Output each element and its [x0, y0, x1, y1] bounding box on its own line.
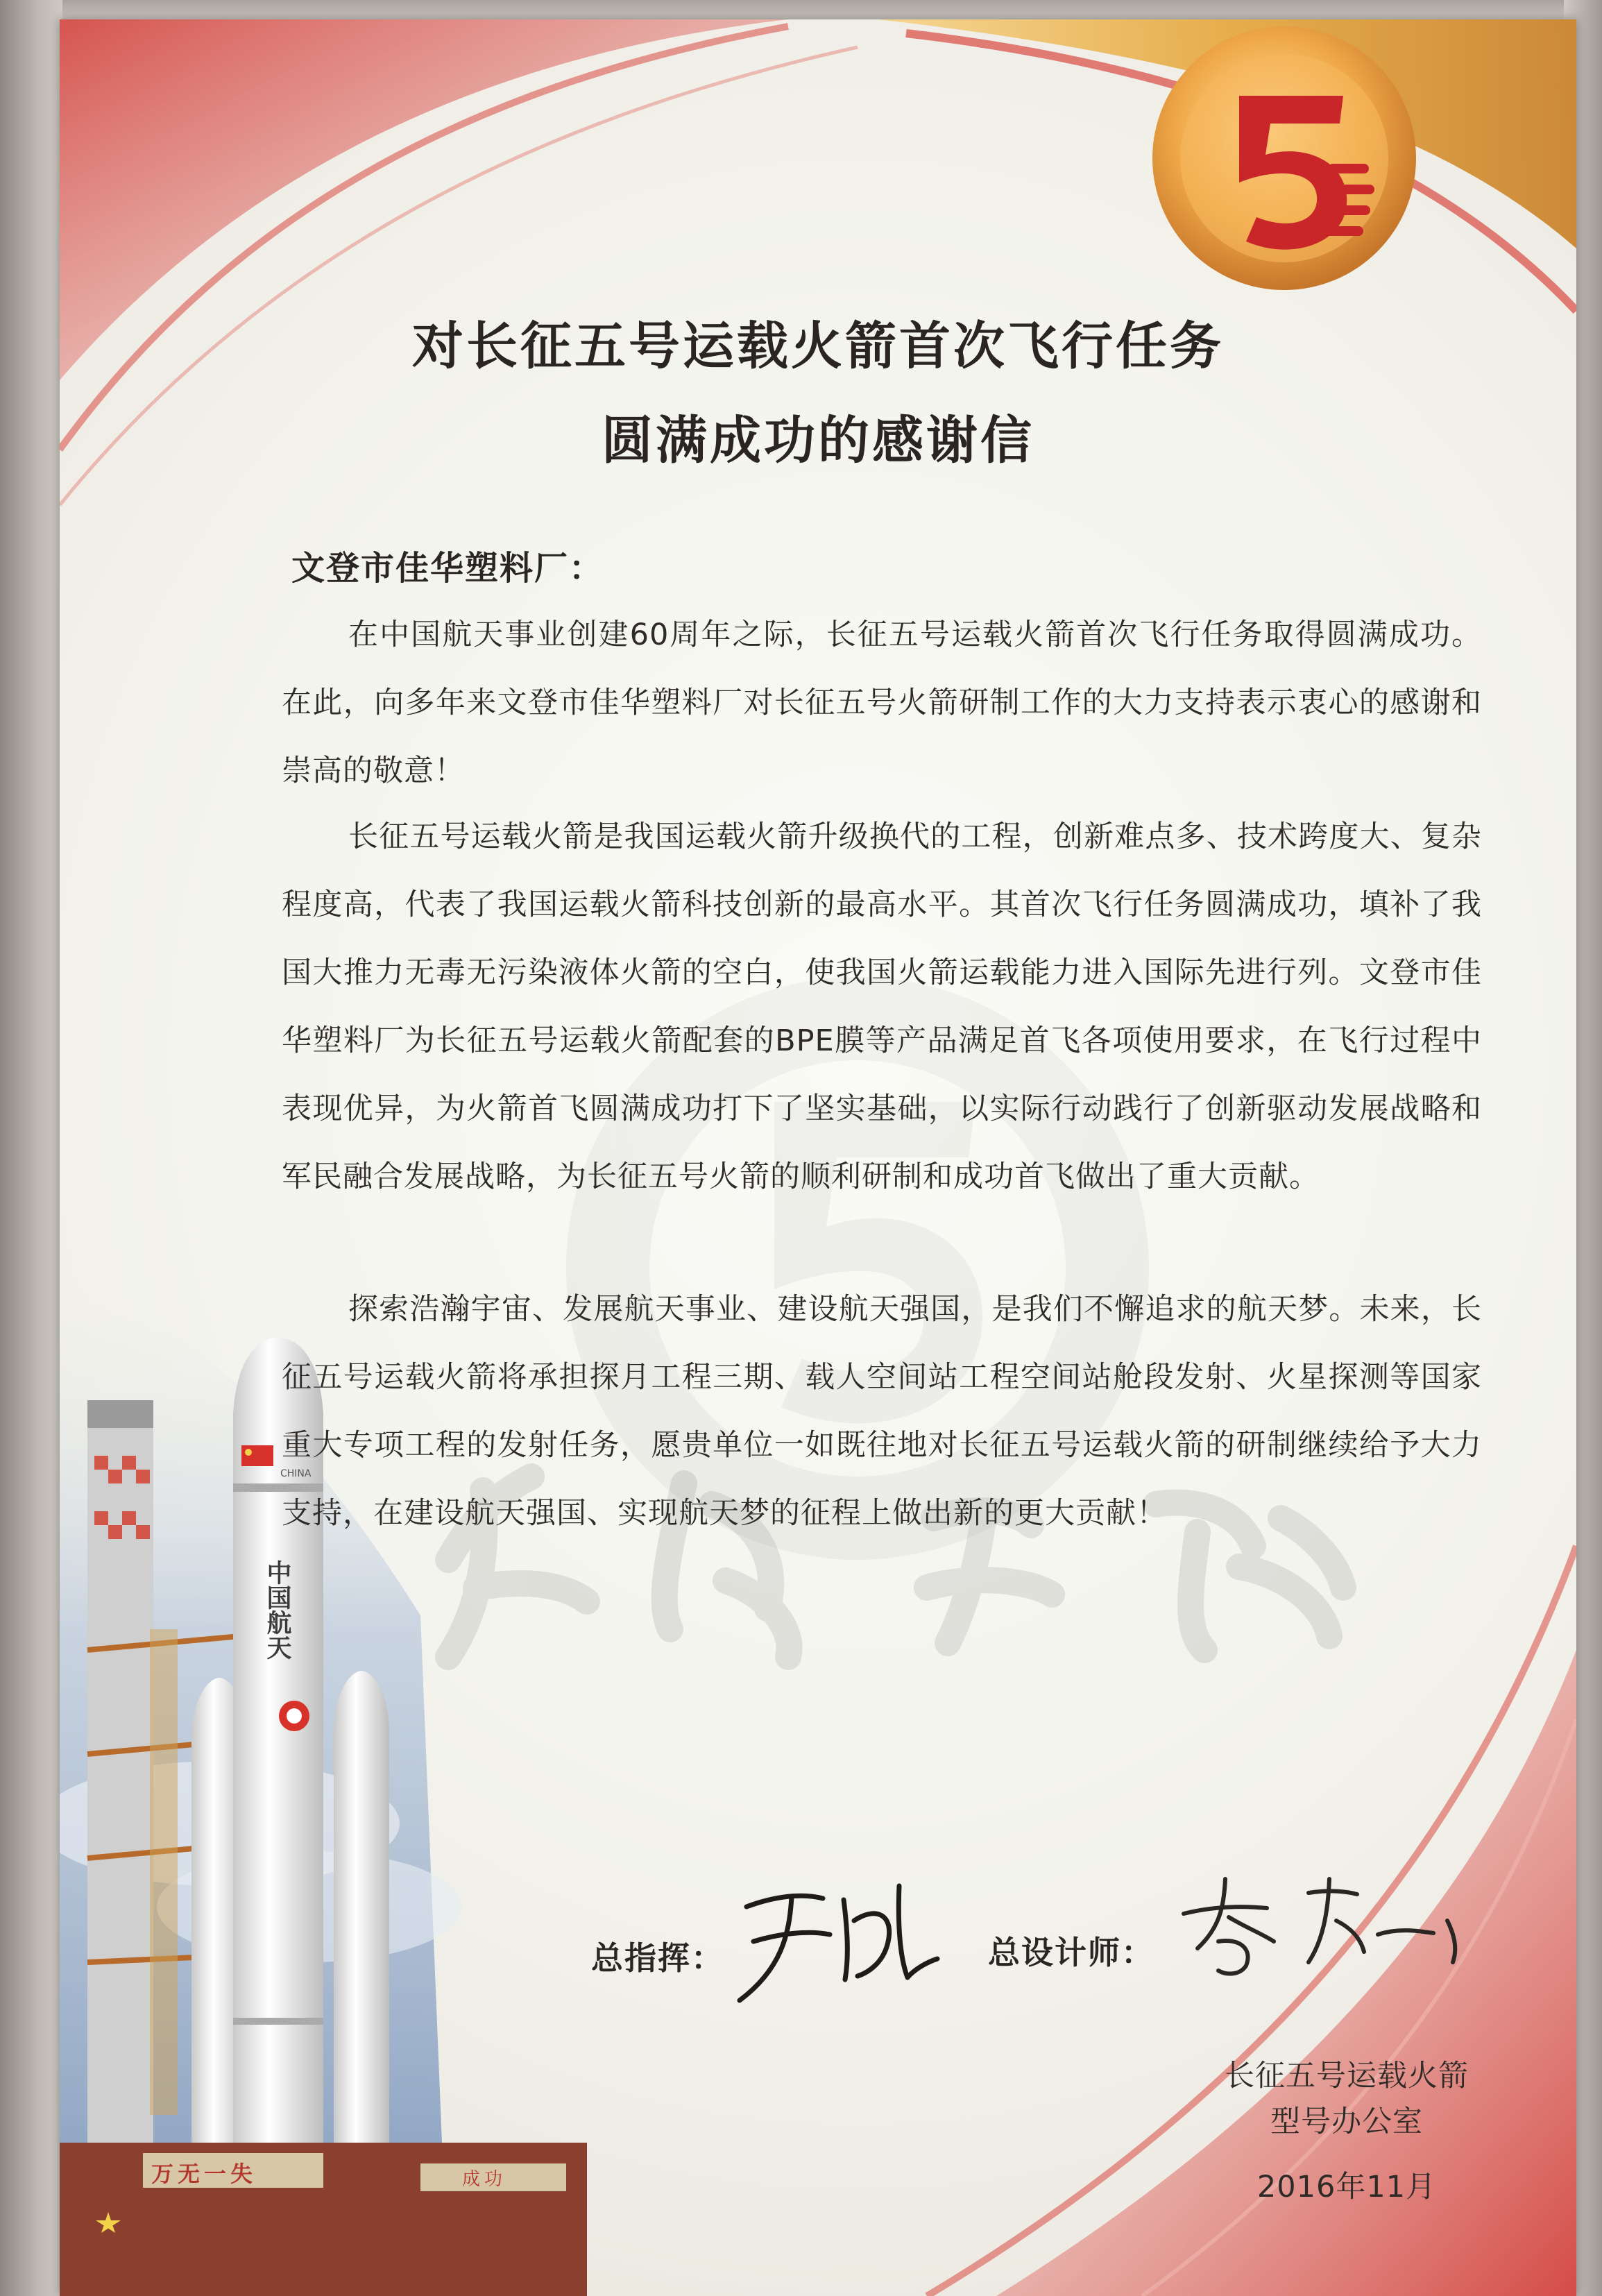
issuer-line-1: 长征五号运载火箭	[1225, 2059, 1469, 2093]
chief-commander-signature	[726, 1858, 948, 2011]
right-banner-text: 成功	[462, 2169, 507, 2190]
thank-you-letter	[60, 19, 1576, 2296]
body-paragraph-2: 长征五号运载火箭是我国运载火箭升级换代的工程，创新难点多、技术跨度大、复杂程度高，代表了我国运载火箭科技创新的最高水平。其首次飞行任务圆满成功，填补了我国大推力无毒无污染液体火箭的空白，使我国火箭运载能力进入国际先进行列。文登市佳华塑料厂为长征五号运载火箭配套的BPE膜等产品满足首飞各项使用要求，在飞行过程中表现优异，为火箭首飞圆满成功打下了坚实基础，以实际行动践行了创新驱动发展战略和军民融合发展战略，为长征五号火箭的顺利研制和成功首飞做出了重大贡献。	[282, 819, 1482, 1194]
tower-banner-text: 万无一失	[151, 2161, 257, 2187]
rocket-small-label: CHINA	[280, 1468, 312, 1479]
cz5-emblem-icon	[1152, 26, 1416, 290]
chief-commander-label: 总指挥：	[591, 1939, 724, 1977]
issuer-line-2: 型号办公室	[1270, 2104, 1423, 2139]
body-paragraph-1: 在中国航天事业创建60周年之际，长征五号运载火箭首次飞行任务取得圆满成功。在此，向多年来文登市佳华塑料厂对长征五号火箭研制工作的大力支持表示衷心的感谢和崇高的敬意！	[282, 618, 1482, 788]
letter-title-line2: 圆满成功的感谢信	[602, 411, 1034, 470]
chief-designer-label: 总设计师：	[988, 1934, 1154, 1971]
flag-icon	[241, 1445, 273, 1466]
rocket-vertical-text: 中国航天	[263, 1560, 291, 1660]
letter-title-line1: 对长征五号运载火箭首次飞行任务	[412, 316, 1224, 376]
chief-designer-signature	[1170, 1851, 1475, 1983]
issue-date: 2016年11月	[1256, 2170, 1437, 2204]
body-paragraph-3: 探索浩瀚宇宙、发展航天事业、建设航天强国，是我们不懈追求的航天梦。未来，长征五号运载火箭将承担探月工程三期、载人空间站工程空间站舱段发射、火星探测等国家重大专项工程的发射任务，愿贵单位一如既往地对长征五号运载火箭的研制继续给予大力支持，在建设航天强国、实现航天梦的征程上做出新的更大贡献！	[282, 1292, 1482, 1531]
photo-edge-left	[0, 0, 62, 2296]
addressee: 文登市佳华塑料厂：	[291, 549, 604, 588]
